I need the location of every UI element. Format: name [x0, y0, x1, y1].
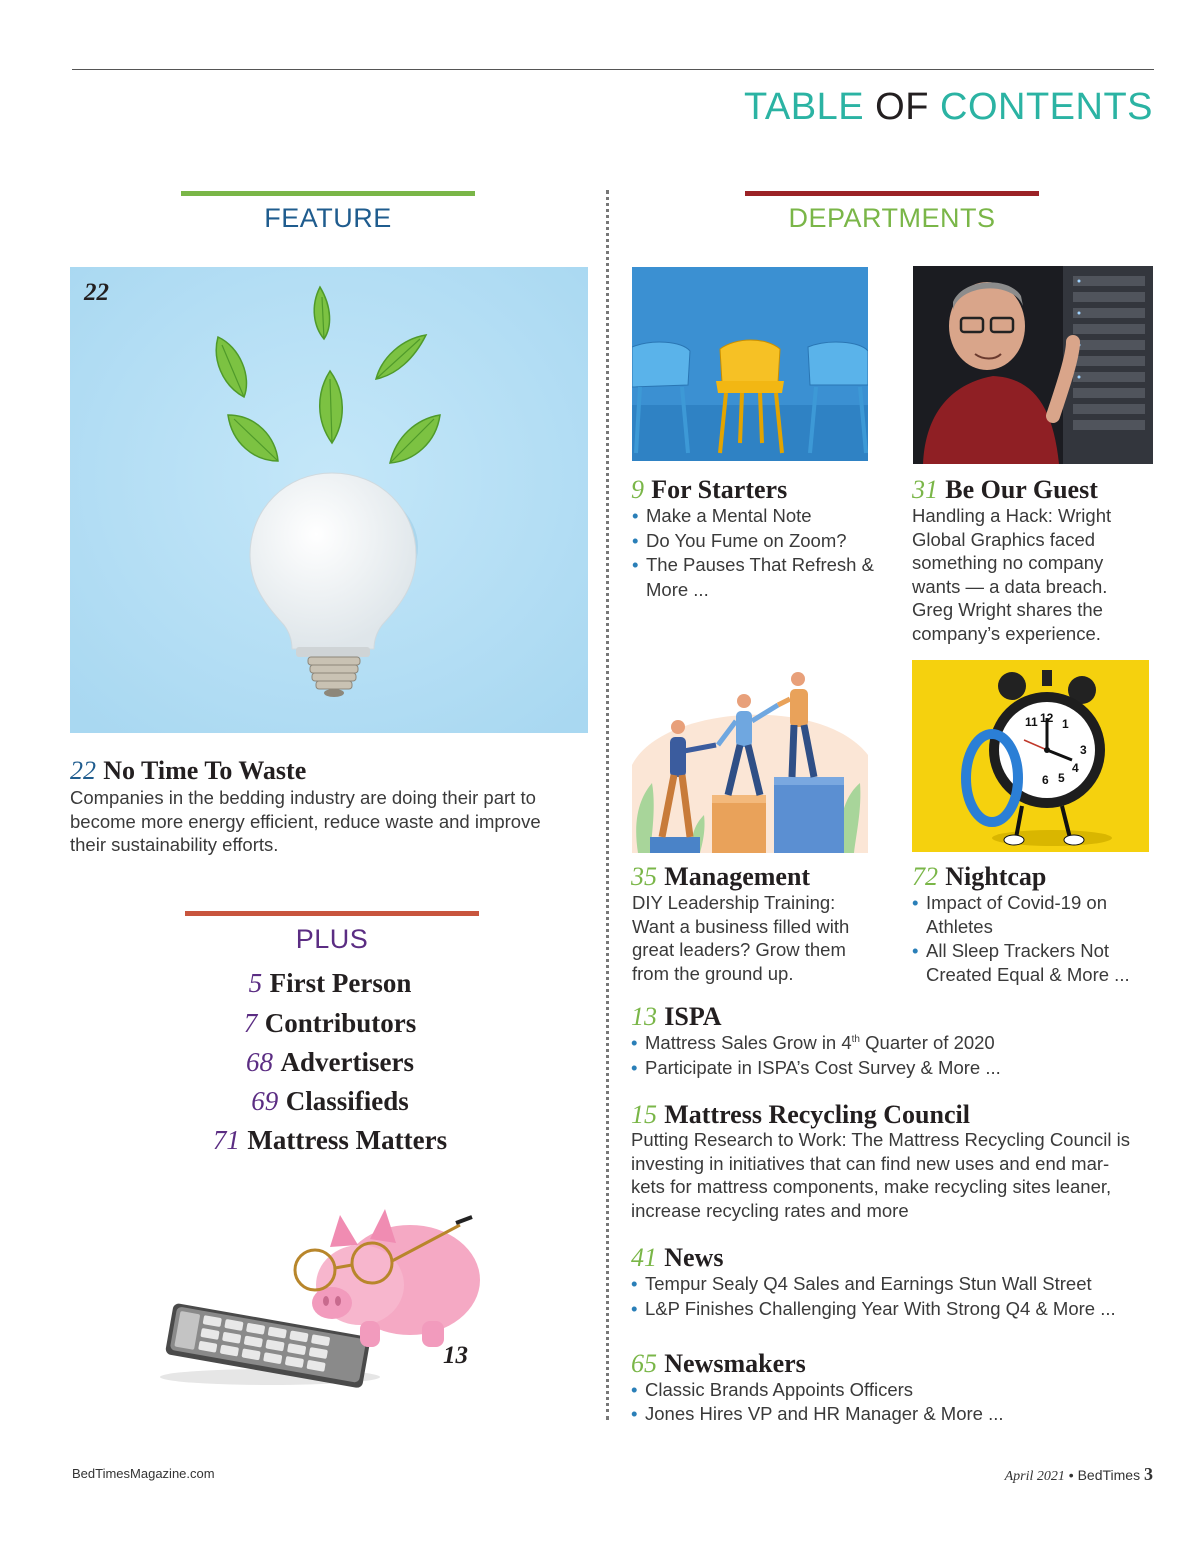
plus-item	[120, 1047, 540, 1078]
nightcap-number: 72	[912, 862, 938, 891]
management-title: Management	[664, 862, 811, 891]
title-part-contents: CONTENTS	[940, 86, 1153, 128]
plus-bar	[185, 911, 479, 916]
footer-page-number: 3	[1144, 1464, 1153, 1484]
desc-line: Want a business filled with	[632, 915, 850, 937]
piggy-bank-photo	[160, 1195, 490, 1390]
list-item-text: • Impact of Covid-19 on	[926, 892, 1107, 913]
feature-photo-lightbulb	[70, 267, 588, 733]
newsmakers-list	[631, 1378, 1171, 1425]
list-item-text: • L&P Finishes Challenging Year With Strong Q4 & More ...	[645, 1298, 1116, 1319]
list-item	[632, 529, 882, 554]
ispa-list	[631, 1030, 1171, 1080]
footer-website: BedTimesMagazine.com	[72, 1466, 215, 1481]
ispa-number: 13	[631, 1002, 657, 1031]
desc-line: company’s experience.	[912, 622, 1101, 644]
top-rule	[72, 69, 1154, 70]
list-item	[631, 1402, 1171, 1426]
desc-line: DIY Leadership Training:	[632, 892, 836, 913]
list-item	[912, 891, 1157, 938]
alarm-clock-illustration	[912, 660, 1149, 852]
title-part-of: OF	[875, 86, 929, 128]
plus-item-number: 69	[251, 1086, 279, 1116]
feature-heading: FEATURE	[264, 203, 392, 233]
feature-photo-page-number: 22	[84, 279, 109, 306]
desc-line: wants — a data breach.	[912, 575, 1108, 597]
list-item-text: • Make a Mental Note	[646, 505, 812, 526]
plus-item	[120, 1125, 540, 1156]
departments-heading: DEPARTMENTS	[788, 203, 996, 233]
news-list	[631, 1271, 1171, 1321]
clock-digit: 1	[1062, 717, 1069, 731]
list-item-text: More ...	[646, 578, 709, 600]
plus-item-number: 71	[212, 1125, 240, 1155]
feature-desc-line: their sustainability efforts.	[70, 834, 279, 855]
plus-item-title: Advertisers	[280, 1047, 414, 1077]
plus-heading: PLUS	[295, 924, 369, 954]
be-our-guest-title: Be Our Guest	[945, 475, 1098, 504]
page-title	[744, 86, 1153, 129]
clock-digit: 12	[1040, 711, 1054, 725]
be-our-guest-photo-server-room	[913, 266, 1153, 464]
list-item-text: • The Pauses That Refresh &	[646, 554, 874, 575]
clock-digit: 4	[1072, 761, 1079, 775]
superscript-text: th	[851, 1033, 860, 1045]
list-item	[632, 553, 882, 602]
list-item	[631, 1055, 1171, 1080]
management-number: 35	[631, 862, 657, 891]
piggy-bank-illustration	[160, 1195, 490, 1390]
news-number: 41	[631, 1243, 657, 1272]
for-starters-number: 9	[631, 475, 644, 504]
news-heading	[631, 1242, 723, 1273]
clock-digit: 5	[1058, 771, 1065, 785]
feature-bar	[181, 191, 475, 196]
list-item	[631, 1378, 1171, 1402]
plus-item-title: Mattress Matters	[247, 1125, 448, 1155]
footer-date: April 2021	[1004, 1469, 1065, 1484]
nightcap-heading	[912, 861, 1046, 892]
be-our-guest-heading	[912, 474, 1098, 505]
chairs-illustration	[632, 267, 868, 461]
list-item	[632, 504, 882, 529]
list-item-text: • Tempur Sealy Q4 Sales and Earnings Stun Wall Street	[645, 1273, 1092, 1294]
desc-line: Global Graphics faced	[912, 528, 1096, 550]
clock-digit: 3	[1080, 743, 1087, 757]
teamwork-illustration	[632, 665, 868, 853]
ispa-title: ISPA	[664, 1002, 722, 1031]
list-item	[912, 939, 1157, 986]
clock-digit: 6	[1042, 773, 1049, 787]
list-item-text: Created Equal & More ...	[926, 963, 1130, 985]
list-item	[631, 1296, 1171, 1321]
for-starters-title: For Starters	[651, 475, 788, 504]
footer-separator: •	[1068, 1467, 1074, 1483]
desc-line: something no company	[912, 552, 1104, 573]
plus-item-title: Contributors	[264, 1008, 417, 1038]
plus-item-number: 5	[248, 968, 263, 998]
plus-item-title: Classifieds	[285, 1086, 409, 1116]
plus-item	[120, 1086, 540, 1117]
mrc-description	[631, 1128, 1171, 1222]
be-our-guest-number: 31	[912, 475, 938, 504]
desc-line: investing in initiatives that can find new uses and end mar-	[631, 1152, 1110, 1174]
management-description	[632, 891, 892, 985]
plus-item-number: 68	[246, 1047, 273, 1077]
list-item-text: • All Sleep Trackers Not	[926, 940, 1110, 961]
nightcap-title: Nightcap	[945, 862, 1047, 891]
feature-item-number: 22	[70, 756, 96, 785]
desc-line: kets for mattress components, make recycling sites leaner,	[631, 1176, 1112, 1197]
feature-desc-line: become more energy efficient, reduce waste and improve	[70, 810, 541, 832]
list-item-text: Participate in ISPA’s Cost Survey & More ...	[645, 1057, 1001, 1078]
plus-item	[120, 1008, 540, 1039]
list-item-text: • Jones Hires VP and HR Manager & More ...	[645, 1402, 1004, 1424]
desc-line: Handling a Hack: Wright	[912, 505, 1112, 526]
desc-line: Putting Research to Work: The Mattress Recycling Council is	[631, 1129, 1131, 1150]
list-item-text: Mattress Sales Grow in 4	[645, 1032, 852, 1053]
newsmakers-heading	[631, 1348, 806, 1379]
feature-item-title: No Time To Waste	[103, 756, 307, 785]
mrc-heading	[631, 1099, 970, 1130]
desc-line: Greg Wright shares the	[912, 599, 1103, 620]
feature-item-description	[70, 786, 590, 857]
feature-item-heading	[70, 755, 306, 786]
mrc-number: 15	[631, 1100, 657, 1129]
list-item-text: Athletes	[926, 915, 993, 937]
footer-magazine: BedTimes	[1077, 1467, 1141, 1483]
title-part-table: TABLE	[744, 86, 865, 128]
list-item-text: Quarter of 2020	[860, 1032, 995, 1053]
mrc-title: Mattress Recycling Council	[664, 1100, 970, 1129]
list-item-text: • Do You Fume on Zoom?	[646, 529, 847, 551]
desc-line: from the ground up.	[632, 962, 794, 984]
plus-item-title: First Person	[269, 968, 412, 998]
nightcap-photo-alarm-clock	[912, 660, 1149, 852]
list-item	[631, 1271, 1171, 1296]
plus-photo-page-number: 13	[443, 1342, 468, 1369]
plus-item-number: 7	[243, 1008, 258, 1038]
newsmakers-number: 65	[631, 1349, 657, 1378]
be-our-guest-description	[912, 504, 1157, 645]
lightbulb-illustration	[70, 267, 588, 733]
nightcap-list	[912, 891, 1157, 986]
for-starters-photo-chairs	[632, 267, 868, 461]
news-title: News	[664, 1243, 724, 1272]
clock-digit: 11	[1025, 715, 1038, 729]
plus-item	[120, 968, 540, 999]
newsmakers-title: Newsmakers	[664, 1349, 806, 1378]
desc-line: increase recycling rates and more	[631, 1199, 909, 1221]
for-starters-heading	[631, 474, 787, 505]
list-item-text: • Classic Brands Appoints Officers	[645, 1379, 914, 1400]
feature-desc-line: Companies in the bedding industry are doing their part to	[70, 787, 536, 808]
list-item	[631, 1030, 1171, 1055]
ispa-heading	[631, 1001, 722, 1032]
for-starters-list	[632, 504, 882, 602]
desc-line: great leaders? Grow them	[632, 939, 846, 960]
server-room-illustration	[913, 266, 1153, 464]
column-divider	[606, 190, 609, 1420]
management-illustration	[632, 665, 868, 853]
management-heading	[631, 861, 810, 892]
departments-bar	[745, 191, 1039, 196]
footer-issue-info	[1005, 1464, 1153, 1485]
